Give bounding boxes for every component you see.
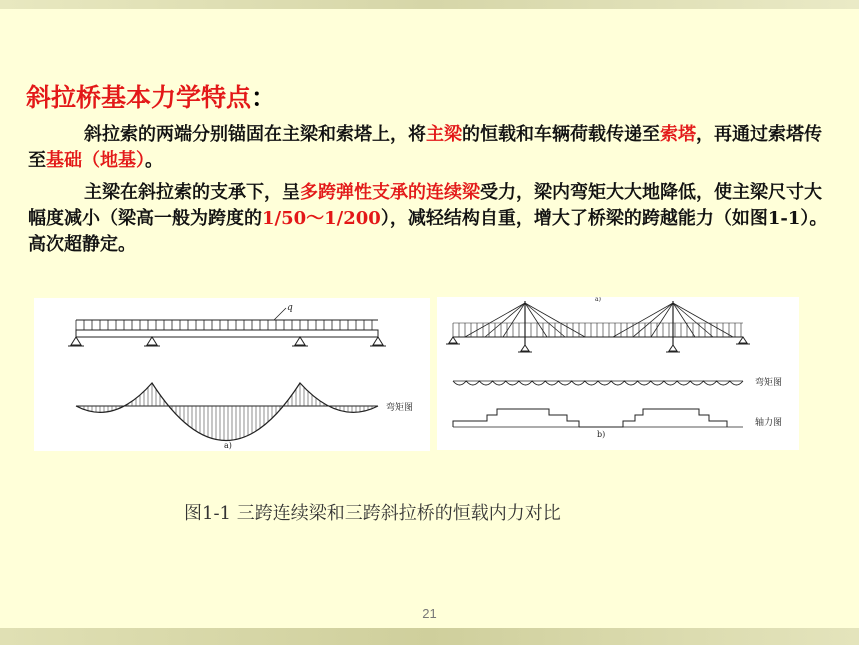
figure-a-drawing [34,298,430,451]
figure-b-drawing [437,297,799,450]
load-arrows [76,320,372,330]
moment-label-b: 弯矩图 [755,378,783,388]
bottom-decor-bar [0,628,859,645]
top-decor-bar [0,0,859,9]
text-run: 1-1 [767,208,801,229]
figure-caption: 图1-1 三跨连续梁和三跨斜拉桥的恒载内力对比 [184,503,561,524]
slide-title [26,78,276,114]
axial-label: 轴力图 [755,418,783,428]
figure-b-cable-stayed-bridge [437,297,799,450]
text-run: 受力，梁内弯矩大大地降低，使主梁尺寸大幅度减小（梁高一般为跨度的 [28,182,822,229]
deck-load-arrows [453,323,741,337]
text-run: 多跨弹性支承的连续梁 [300,182,480,203]
supports [68,337,386,346]
text-run: 斜拉索的两端分别锚固在主梁和索塔上，将 [84,124,426,145]
figure-b-top-label: a) [595,297,601,303]
slide-title-colon: ： [251,83,277,112]
moment-curve-b [453,381,743,385]
text-run: 。 [145,150,163,171]
moment-curve [76,383,378,441]
text-run: 1/50～1/200 [262,208,381,229]
beam [76,330,378,337]
paragraph-cable-function [28,122,834,174]
page-number: 21 [422,606,437,621]
text-run: ），减轻结构自重，增大了桥梁的跨越能力（如图 [380,208,768,229]
supports-b [446,337,750,352]
paragraph-girder-behavior [28,180,834,258]
text-run: 基础（地基） [46,150,145,171]
axial-curve [453,409,727,427]
text-run: 主梁 [426,124,462,145]
load-leader [274,308,286,320]
moment-label: 弯矩图 [386,403,414,413]
figure-a-continuous-beam [34,298,430,451]
figure-a-sub-label: a) [224,441,232,450]
text-run: 索塔 [660,124,696,145]
slide-title-text: 斜拉桥基本力学特点 [26,83,252,112]
moment-hatch [80,383,376,440]
text-run: 主梁在斜拉索的支承下，呈 [84,182,300,203]
text-run: ）。高次超静定。 [28,208,828,255]
text-run: ，再通过索塔传至 [28,124,822,171]
figure-b-sub-label: b) [597,430,606,439]
load-label: q [287,303,293,313]
text-run: 的恒载和车辆荷载传递至 [462,124,660,145]
